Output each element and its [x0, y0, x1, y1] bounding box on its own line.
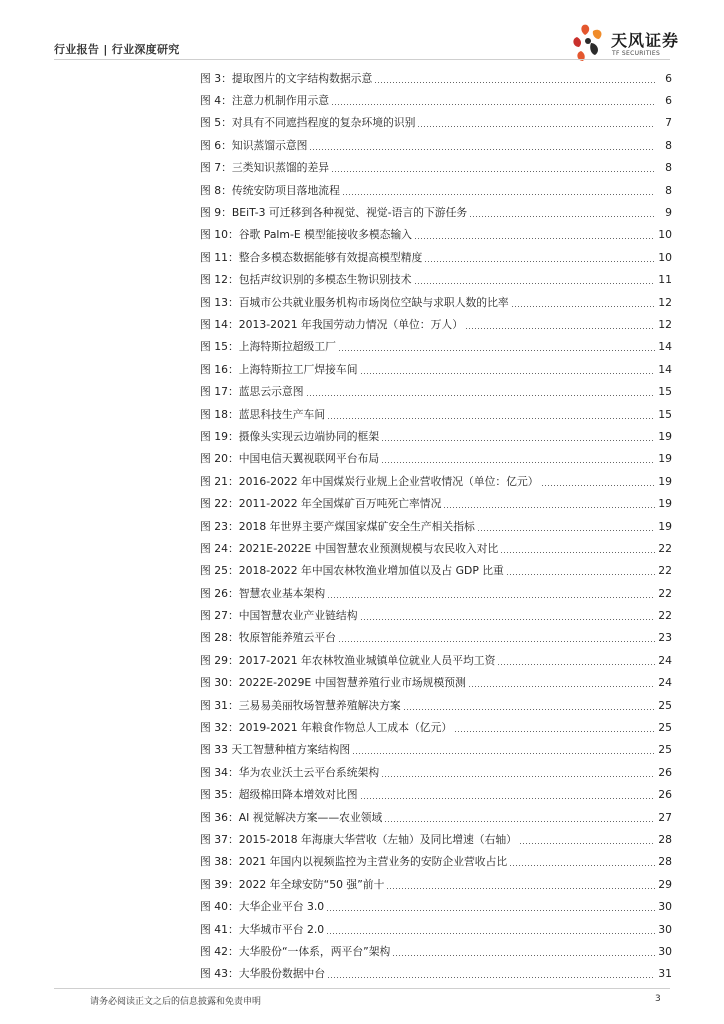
- toc-entry[interactable]: [200, 403, 672, 425]
- toc-dot-leader: [310, 149, 655, 150]
- toc-entry-page[interactable]: 19: [658, 452, 672, 466]
- toc-entry-title[interactable]: 图 34：华为农业沃土云平台系统架构: [200, 765, 380, 779]
- toc-entry[interactable]: [200, 425, 672, 447]
- toc-entry-page[interactable]: 22: [658, 564, 672, 578]
- toc-dot-leader: [339, 350, 655, 351]
- toc-entry-title[interactable]: 图 11：整合多模态数据能够有效提高模型精度: [200, 250, 423, 264]
- toc-dot-leader: [415, 238, 655, 239]
- toc-entry-title[interactable]: 图 13：百城市公共就业服务机构市场岗位空缺与求职人数的比率: [200, 295, 509, 309]
- toc-entry-page[interactable]: 30: [658, 944, 672, 958]
- toc-dot-leader: [444, 507, 655, 508]
- toc-entry[interactable]: [200, 739, 672, 761]
- toc-dot-leader: [353, 753, 655, 754]
- toc-dot-leader: [339, 641, 655, 642]
- toc-dot-leader: [307, 395, 655, 396]
- toc-dot-leader: [382, 462, 655, 463]
- toc-entry[interactable]: [200, 336, 672, 358]
- toc-entry-page[interactable]: 10: [658, 228, 672, 242]
- toc-entry-page[interactable]: 27: [658, 810, 672, 824]
- toc-entry[interactable]: [200, 313, 672, 335]
- footer-divider: [54, 988, 670, 989]
- toc-dot-leader: [498, 664, 655, 665]
- toc-entry-title[interactable]: 图 10：谷歌 Palm-E 模型能接收多模态输入: [200, 228, 413, 242]
- toc-entry[interactable]: [200, 649, 672, 671]
- toc-entry[interactable]: [200, 358, 672, 380]
- toc-entry-title[interactable]: 图 15：上海特斯拉超级工厂: [200, 340, 336, 354]
- toc-dot-leader: [328, 597, 655, 598]
- toc-entry-page[interactable]: 25: [658, 698, 672, 712]
- report-category: 行业报告 | 行业深度研究: [54, 43, 180, 56]
- toc-entry-page[interactable]: 30: [658, 922, 672, 936]
- toc-entry-title[interactable]: 图 23：2018 年世界主要产煤国家煤矿安全生产相关指标: [200, 519, 475, 533]
- toc-entry-page[interactable]: 6: [665, 71, 672, 85]
- toc-entry-page[interactable]: 14: [658, 340, 672, 354]
- toc-entry-page[interactable]: 19: [658, 497, 672, 511]
- toc-entry[interactable]: [200, 246, 672, 268]
- toc-entry-title[interactable]: 图 37：2015-2018 年海康大华营收（左轴）及同比增速（右轴）: [200, 832, 517, 846]
- logo-name-en: TF SECURITIES: [612, 50, 661, 57]
- toc-entry[interactable]: [200, 806, 672, 828]
- toc-entry-page[interactable]: 22: [658, 609, 672, 623]
- toc-entry-page[interactable]: 29: [658, 877, 672, 891]
- toc-entry[interactable]: [200, 761, 672, 783]
- toc-dot-leader: [507, 574, 655, 575]
- toc-entry[interactable]: [200, 380, 672, 402]
- toc-entry-title[interactable]: 图 40：大华企业平台 3.0: [200, 900, 325, 914]
- toc-dot-leader: [478, 530, 655, 531]
- toc-entry[interactable]: [200, 269, 672, 291]
- toc-entry-title[interactable]: 图 6：知识蒸馏示意图: [200, 138, 308, 152]
- toc-entry[interactable]: [200, 672, 672, 694]
- toc-entry-title[interactable]: 图 43：大华股份数据中台: [200, 967, 326, 981]
- toc-entry[interactable]: [200, 112, 672, 134]
- toc-dot-leader: [382, 776, 655, 777]
- toc-entry-title[interactable]: 图 19：摄像头实现云边端协同的框架: [200, 429, 380, 443]
- toc-dot-leader: [520, 843, 655, 844]
- toc-entry[interactable]: [200, 963, 672, 985]
- toc-entry-title[interactable]: 图 22：2011-2022 年全国煤矿百万吨死亡率情况: [200, 497, 442, 511]
- toc-entry-page[interactable]: 8: [665, 183, 672, 197]
- toc-entry[interactable]: [200, 179, 672, 201]
- toc-dot-leader: [328, 418, 655, 419]
- toc-entry[interactable]: [200, 448, 672, 470]
- toc-entry-page[interactable]: 28: [658, 855, 672, 869]
- toc-dot-leader: [455, 731, 655, 732]
- toc-entry[interactable]: [200, 224, 672, 246]
- toc-entry-page[interactable]: 15: [658, 385, 672, 399]
- toc-entry[interactable]: [200, 201, 672, 223]
- toc-entry-page[interactable]: 25: [658, 743, 672, 757]
- toc-entry[interactable]: [200, 784, 672, 806]
- figure-index-list: [200, 67, 672, 985]
- toc-dot-leader: [510, 865, 655, 866]
- toc-dot-leader: [470, 216, 655, 217]
- toc-entry-page[interactable]: 11: [658, 273, 672, 287]
- toc-entry-title[interactable]: 图 32：2019-2021 年粮食作物总人工成本（亿元）: [200, 721, 453, 735]
- toc-entry-title[interactable]: 图 35：超级棉田降本增效对比图: [200, 788, 358, 802]
- toc-entry-title[interactable]: 图 9：BEiT-3 可迁移到各种视觉、视觉-语言的下游任务: [200, 206, 468, 220]
- toc-dot-leader: [361, 373, 655, 374]
- toc-entry-page[interactable]: 7: [665, 116, 672, 130]
- toc-entry-page[interactable]: 19: [658, 519, 672, 533]
- toc-entry-page[interactable]: 30: [658, 900, 672, 914]
- toc-entry-title[interactable]: 图 39：2022 年全球安防“50 强”前十: [200, 877, 385, 891]
- toc-entry[interactable]: [200, 694, 672, 716]
- toc-dot-leader: [332, 104, 655, 105]
- toc-entry-title[interactable]: 图 29：2017-2021 年农林牧渔业城镇单位就业人员平均工资: [200, 653, 496, 667]
- toc-entry[interactable]: [200, 492, 672, 514]
- toc-dot-leader: [387, 888, 655, 889]
- toc-entry-title[interactable]: 图 26：智慧农业基本架构: [200, 586, 326, 600]
- logo-name-cn: 天风证券: [611, 31, 680, 50]
- toc-entry-page[interactable]: 10: [658, 250, 672, 264]
- toc-dot-leader: [385, 821, 655, 822]
- toc-entry-page[interactable]: 14: [658, 362, 672, 376]
- toc-entry[interactable]: [200, 940, 672, 962]
- toc-entry[interactable]: [200, 67, 672, 89]
- toc-entry-page[interactable]: 22: [658, 586, 672, 600]
- toc-entry[interactable]: [200, 851, 672, 873]
- toc-entry[interactable]: [200, 604, 672, 626]
- toc-entry-page[interactable]: 19: [658, 429, 672, 443]
- toc-entry-title[interactable]: 图 17：蓝思云示意图: [200, 385, 304, 399]
- toc-dot-leader: [327, 933, 655, 934]
- toc-entry-page[interactable]: 12: [658, 317, 672, 331]
- toc-entry-page[interactable]: 23: [658, 631, 672, 645]
- toc-entry-page[interactable]: 12: [658, 295, 672, 309]
- toc-entry[interactable]: [200, 537, 672, 559]
- toc-entry-page[interactable]: 31: [658, 967, 672, 981]
- toc-dot-leader: [375, 82, 655, 83]
- toc-entry-title[interactable]: 图 16：上海特斯拉工厂焊接车间: [200, 362, 358, 376]
- toc-entry-title[interactable]: 图 18：蓝思科技生产车间: [200, 407, 326, 421]
- toc-dot-leader: [404, 709, 655, 710]
- toc-entry[interactable]: [200, 828, 672, 850]
- toc-entry-page[interactable]: 8: [665, 161, 672, 175]
- toc-entry-title[interactable]: 图 24：2021E-2022E 中国智慧农业预测规模与农民收入对比: [200, 541, 499, 555]
- toc-entry-page[interactable]: 25: [658, 721, 672, 735]
- toc-entry[interactable]: [200, 918, 672, 940]
- toc-entry[interactable]: [200, 291, 672, 313]
- toc-entry[interactable]: [200, 895, 672, 917]
- toc-entry-title[interactable]: 图 20：中国电信天翼视联网平台布局: [200, 452, 380, 466]
- toc-dot-leader: [418, 126, 655, 127]
- toc-entry-page[interactable]: 24: [658, 653, 672, 667]
- toc-entry-page[interactable]: 24: [658, 676, 672, 690]
- toc-dot-leader: [542, 485, 655, 486]
- toc-dot-leader: [425, 261, 655, 262]
- toc-entry-page[interactable]: 26: [658, 788, 672, 802]
- toc-entry[interactable]: [200, 515, 672, 537]
- toc-entry-title[interactable]: 图 21：2016-2022 年中国煤炭行业规上企业营收情况（单位：亿元）: [200, 474, 539, 488]
- toc-dot-leader: [415, 283, 655, 284]
- page-number: 3: [655, 994, 661, 1004]
- toc-dot-leader: [332, 171, 655, 172]
- toc-entry[interactable]: [200, 582, 672, 604]
- toc-dot-leader: [343, 194, 655, 195]
- toc-entry[interactable]: [200, 89, 672, 111]
- toc-entry-title[interactable]: 图 33 天工智慧种植方案结构图: [200, 743, 351, 757]
- toc-entry-page[interactable]: 9: [665, 206, 672, 220]
- toc-entry-page[interactable]: 28: [658, 832, 672, 846]
- toc-entry-title[interactable]: 图 42：大华股份“一体系，两平台”架构: [200, 944, 391, 958]
- toc-entry-title[interactable]: 图 38：2021 年国内以视频监控为主营业务的安防企业营收占比: [200, 855, 508, 869]
- toc-dot-leader: [393, 955, 655, 956]
- toc-entry-page[interactable]: 8: [665, 138, 672, 152]
- toc-entry-title[interactable]: 图 31：三易易美丽牧场智慧养殖解决方案: [200, 698, 401, 712]
- toc-dot-leader: [361, 798, 655, 799]
- toc-dot-leader: [327, 910, 655, 911]
- toc-entry-title[interactable]: 图 28：牧原智能养殖云平台: [200, 631, 336, 645]
- toc-entry[interactable]: [200, 157, 672, 179]
- toc-dot-leader: [361, 619, 655, 620]
- toc-entry[interactable]: [200, 627, 672, 649]
- toc-entry[interactable]: [200, 873, 672, 895]
- toc-entry-page[interactable]: 26: [658, 765, 672, 779]
- toc-dot-leader: [469, 686, 655, 687]
- toc-entry-title[interactable]: 图 8：传统安防项目落地流程: [200, 183, 340, 197]
- toc-entry-title[interactable]: 图 7：三类知识蒸馏的差异: [200, 161, 330, 175]
- toc-entry[interactable]: [200, 134, 672, 156]
- header-divider: [54, 59, 670, 60]
- toc-entry-page[interactable]: 15: [658, 407, 672, 421]
- toc-entry-title[interactable]: 图 30：2022E-2029E 中国智慧养殖行业市场规模预测: [200, 676, 466, 690]
- toc-entry-title[interactable]: 图 14：2013-2021 年我国劳动力情况（单位：万人）: [200, 317, 463, 331]
- toc-entry-page[interactable]: 6: [665, 94, 672, 108]
- toc-entry-title[interactable]: 图 12：包括声纹识别的多模态生物识别技术: [200, 273, 412, 287]
- toc-entry-title[interactable]: 图 3：提取图片的文字结构数据示意: [200, 71, 373, 85]
- toc-entry-page[interactable]: 19: [658, 474, 672, 488]
- toc-entry-title[interactable]: 图 41：大华城市平台 2.0: [200, 922, 325, 936]
- footer-disclaimer: 请务必阅读正文之后的信息披露和免责申明: [90, 997, 262, 1007]
- toc-entry[interactable]: [200, 560, 672, 582]
- toc-dot-leader: [328, 977, 655, 978]
- toc-entry-page[interactable]: 22: [658, 541, 672, 555]
- toc-entry-title[interactable]: 图 25：2018-2022 年中国农林牧渔业增加值以及占 GDP 比重: [200, 564, 504, 578]
- toc-entry[interactable]: [200, 470, 672, 492]
- toc-entry-title[interactable]: 图 27：中国智慧农业产业链结构: [200, 609, 358, 623]
- toc-dot-leader: [466, 328, 655, 329]
- toc-dot-leader: [382, 440, 655, 441]
- toc-entry-title[interactable]: 图 5：对具有不同遮挡程度的复杂环境的识别: [200, 116, 416, 130]
- toc-entry-title[interactable]: 图 36：AI 视觉解决方案——农业领域: [200, 810, 383, 824]
- toc-dot-leader: [512, 306, 655, 307]
- toc-entry-title[interactable]: 图 4：注意力机制作用示意: [200, 94, 330, 108]
- toc-entry[interactable]: [200, 716, 672, 738]
- toc-dot-leader: [501, 552, 655, 553]
